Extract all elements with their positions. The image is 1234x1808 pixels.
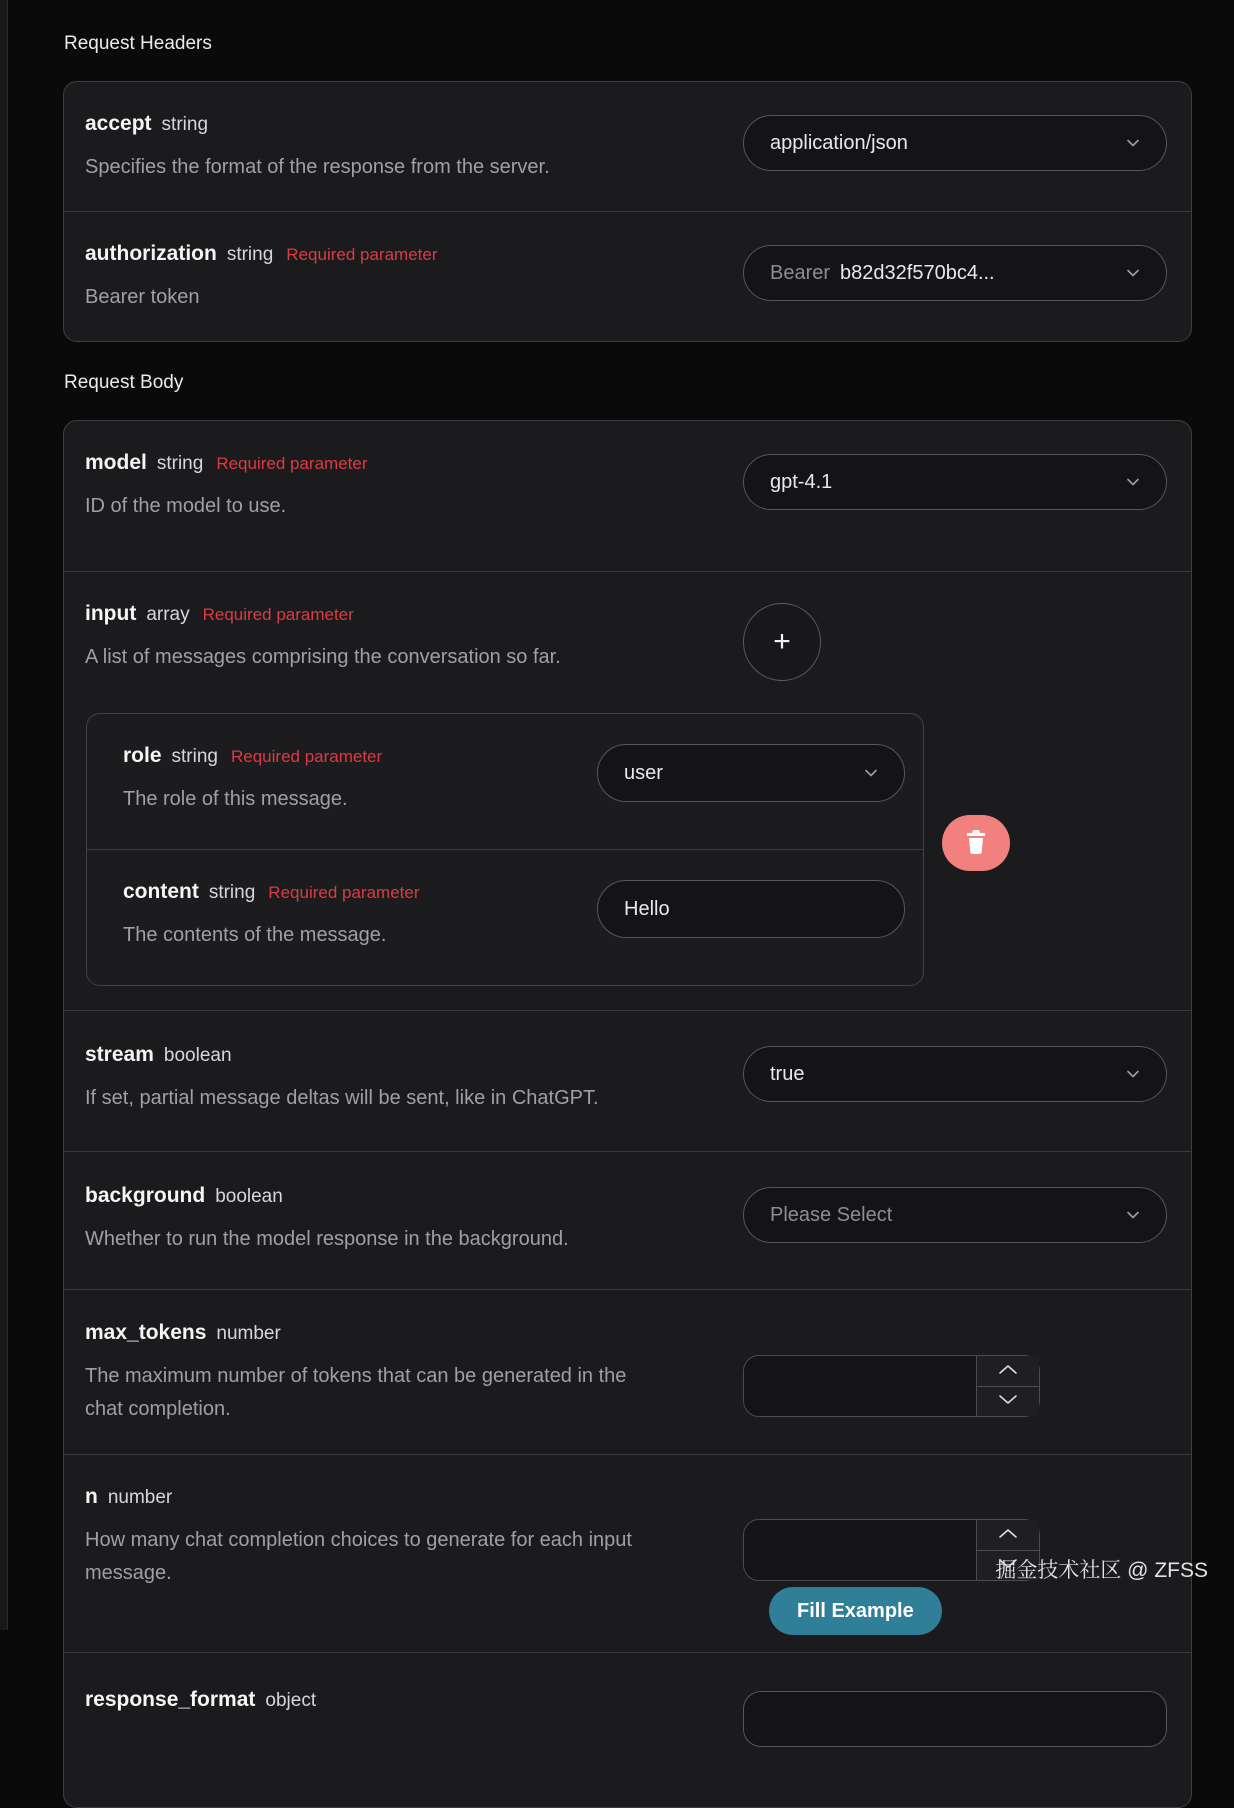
chevron-down-icon [1122,1204,1144,1226]
field-description: A list of messages comprising the conversation so far. [85,646,561,668]
field-type: boolean [215,1186,283,1207]
field-description: Specifies the format of the response from the server. [85,156,550,178]
field-name: accept [85,112,152,135]
field-control [743,1043,1167,1102]
stream-select[interactable] [743,1046,1167,1102]
request-headers-title: Request Headers [64,33,212,54]
field-info [85,602,743,674]
add-item-button[interactable] [743,603,821,681]
increment-button[interactable] [977,1520,1039,1550]
field-description: The contents of the message. [123,924,387,946]
field-titleline [85,112,725,136]
field-name: content [123,880,199,903]
field-titleline [123,880,585,904]
input-item-card [86,713,924,986]
field-name: authorization [85,242,217,265]
field-info [85,451,743,523]
chevron-down-icon [860,762,882,784]
max-tokens-stepper [743,1355,1040,1417]
accept-select[interactable] [743,115,1167,171]
chevron-up-icon [997,1362,1019,1379]
required-badge: Required parameter [216,454,368,473]
field-row-content [87,849,923,985]
input-row-header [85,602,1167,681]
delete-item-button[interactable] [942,815,1010,871]
field-description: How many chat completion choices to generate for each input message. [85,1529,632,1584]
fill-example-button[interactable]: Fill Example [769,1587,942,1635]
required-badge: Required parameter [230,747,383,766]
chevron-down-icon [1122,471,1144,493]
increment-button[interactable] [977,1356,1039,1386]
required-badge: Required parameter [268,883,420,902]
field-row-accept [64,82,1191,211]
field-info [123,744,597,816]
field-type: string [208,882,256,903]
field-control [743,1688,1167,1747]
authorization-select[interactable] [743,245,1167,301]
field-control [743,602,1167,681]
field-row-n [64,1454,1191,1652]
background-select-placeholder: Please Select [770,1203,893,1226]
token-value: b82d32f570bc4... [840,261,995,284]
field-description: The maximum number of tokens that can be generated in the chat completion. [85,1365,627,1420]
field-titleline [85,451,725,475]
field-control [743,242,1167,301]
field-titleline [85,1688,725,1712]
chevron-down-icon [1122,132,1144,154]
field-type: number [107,1487,173,1508]
field-control [743,451,1167,510]
role-select-value: user [624,761,663,784]
field-info [85,1485,743,1590]
request-headers-card [63,81,1192,342]
main-content [63,0,1192,1808]
accept-select-value: application/json [770,131,908,154]
stream-select-value: true [770,1062,805,1085]
field-info [85,1321,743,1426]
field-titleline [85,1485,725,1509]
field-type: string [226,244,274,265]
field-control [597,880,905,938]
field-name: response_format [85,1688,256,1711]
field-row-role [87,714,923,849]
field-name: max_tokens [85,1321,207,1344]
max-tokens-input[interactable] [744,1356,976,1416]
field-type: string [171,746,218,767]
field-info [85,1688,743,1712]
field-row-authorization [64,211,1191,341]
field-info [85,242,743,314]
request-body-title: Request Body [64,372,184,393]
field-control [597,744,905,802]
field-name: background [85,1184,206,1207]
field-row-input [64,571,1191,1010]
field-type: string [161,114,209,135]
authorization-select-value [770,262,1122,285]
field-type: boolean [163,1045,232,1066]
role-select[interactable] [597,744,905,802]
chevron-down-icon [1122,1063,1144,1085]
model-select-value: gpt-4.1 [770,470,833,493]
stepper-buttons [976,1356,1039,1416]
field-row-stream [64,1010,1191,1151]
content-input-wrapper [597,880,905,938]
response-format-control[interactable] [743,1691,1167,1747]
chevron-up-icon [997,1526,1019,1543]
field-description: Bearer token [85,286,200,308]
field-titleline [85,602,725,626]
field-control [743,112,1167,171]
chevron-down-icon [1122,262,1144,284]
required-badge: Required parameter [286,245,438,264]
chevron-down-icon [997,1393,1019,1410]
field-name: role [123,744,162,767]
trash-icon [963,828,989,859]
field-name: n [85,1485,98,1508]
decrement-button[interactable] [977,1386,1039,1417]
field-type: string [156,453,204,474]
field-name: input [85,602,137,625]
field-info [123,880,597,952]
field-type: object [265,1690,317,1711]
n-input[interactable] [744,1520,976,1580]
field-info [85,1184,743,1256]
background-select[interactable] [743,1187,1167,1243]
field-control [743,1184,1167,1243]
field-description: Whether to run the model response in the background. [85,1228,569,1250]
field-name: stream [85,1043,154,1066]
field-titleline [85,242,725,266]
field-info [85,1043,743,1115]
field-info [85,112,743,184]
field-titleline [85,1184,725,1208]
field-control [743,1321,1167,1417]
model-select[interactable] [743,454,1167,510]
field-row-model [64,421,1191,571]
field-description: The role of this message. [123,788,348,810]
field-description: If set, partial message deltas will be sent, like in ChatGPT. [85,1087,599,1109]
left-edge-strip [0,0,8,1630]
field-titleline [85,1321,725,1345]
required-badge: Required parameter [202,605,354,624]
field-row-max-tokens [64,1289,1191,1454]
field-name: model [85,451,147,474]
field-row-response-format [64,1652,1191,1807]
field-row-background [64,1151,1191,1289]
content-input[interactable] [624,898,882,921]
bearer-prefix: Bearer [770,261,831,284]
field-type: array [146,604,190,625]
field-type: number [216,1323,281,1344]
field-titleline [85,1043,725,1067]
watermark: 掘金技术社区 @ ZFSS [995,1559,1208,1582]
field-titleline [123,744,585,768]
field-description: ID of the model to use. [85,495,287,517]
plus-icon: + [773,625,791,658]
request-body-card [63,420,1192,1808]
